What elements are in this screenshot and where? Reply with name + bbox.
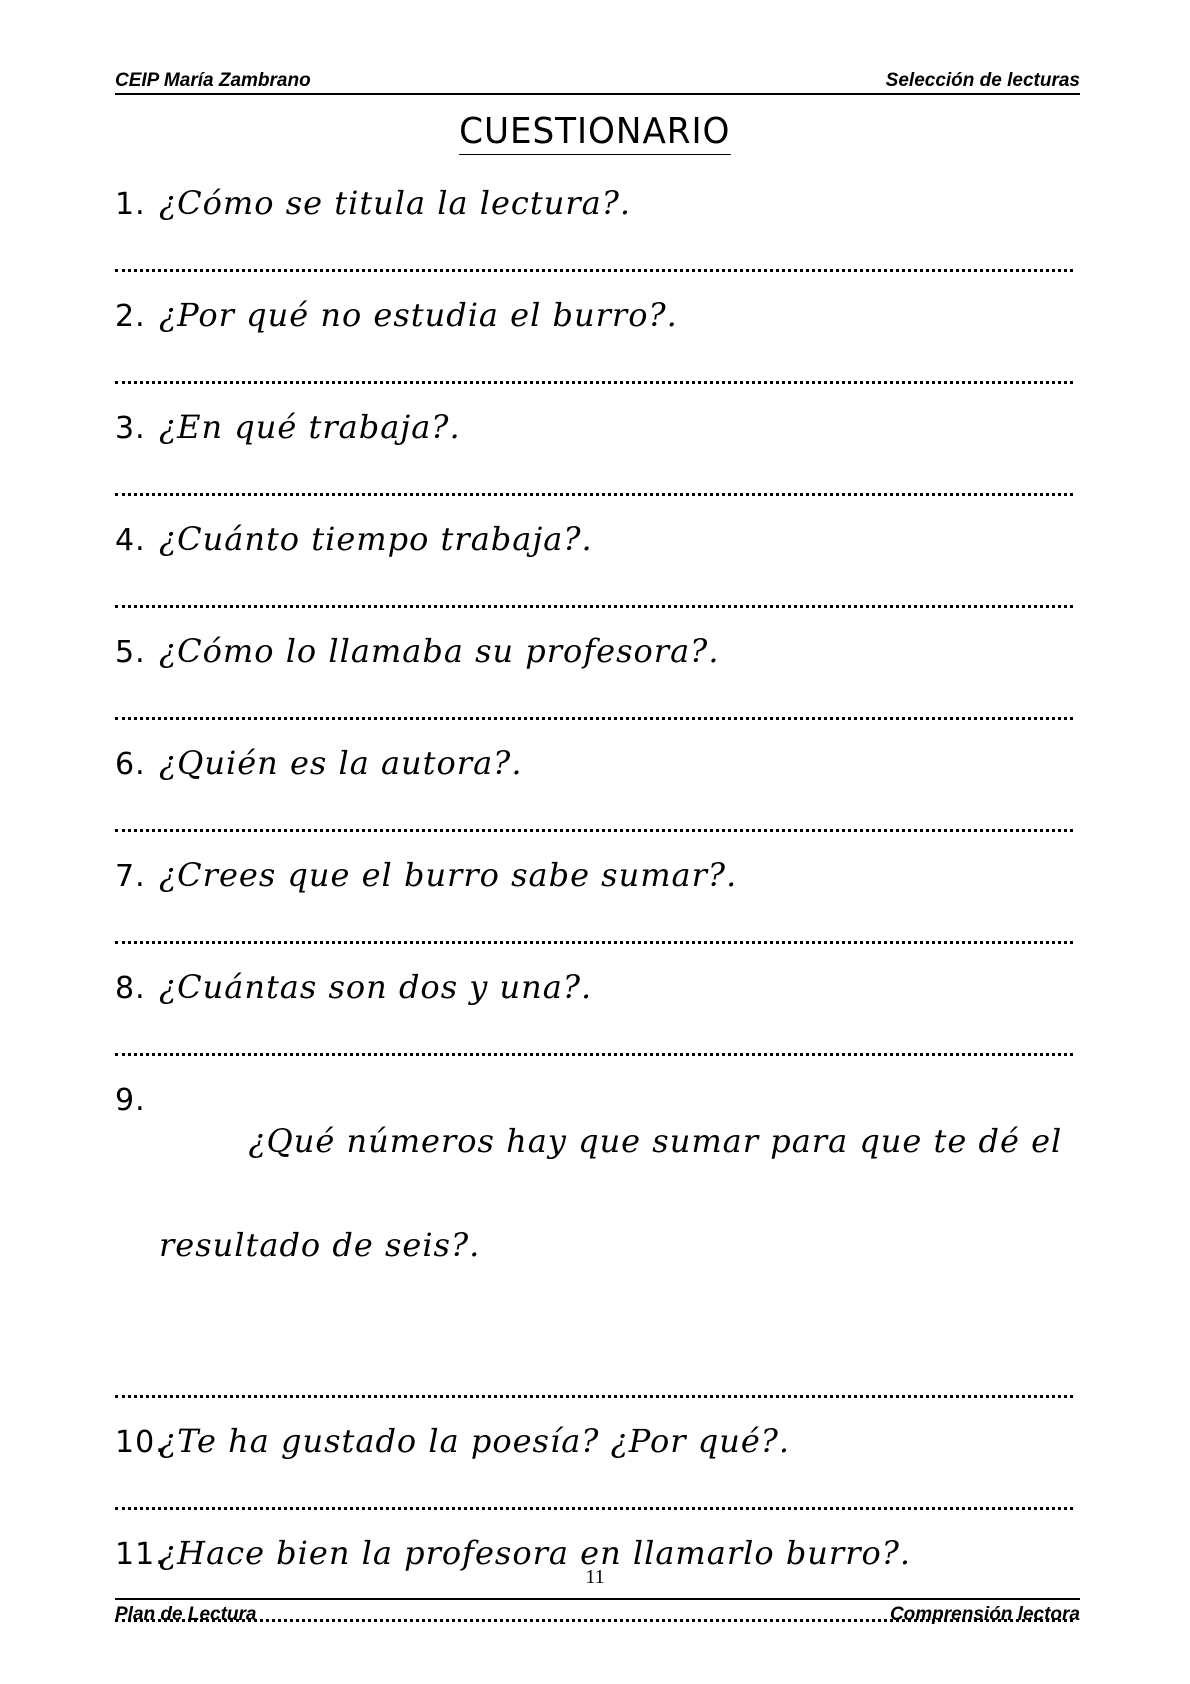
footer-plan-title: Plan de Lectura — [115, 1604, 257, 1625]
title-text: CUESTIONARIO — [459, 110, 730, 155]
question-number: 8. — [115, 971, 146, 1006]
page-header — [115, 70, 1080, 95]
question-text: ¿Cómo lo llamaba su profesora?. — [159, 632, 720, 670]
question-number: 5. — [115, 635, 146, 670]
question-text: ¿En qué trabaja?. — [159, 408, 461, 446]
question-5 — [115, 630, 1073, 720]
question-number: 11. — [115, 1537, 166, 1572]
question-1 — [115, 182, 1073, 272]
question-text: ¿Cómo se titula la lectura?. — [159, 184, 632, 222]
header-school-name: CEIP María Zambrano — [115, 70, 311, 91]
question-9 — [115, 1078, 1073, 1398]
answer-line[interactable] — [115, 381, 1073, 384]
question-text: ¿Crees que el burro sabe sumar?. — [159, 856, 738, 894]
question-2 — [115, 294, 1073, 384]
page-footer — [115, 1598, 1080, 1626]
answer-line[interactable] — [115, 269, 1073, 272]
question-text: ¿Hace bien la profesora en llamarlo burro?. — [159, 1534, 912, 1572]
question-number: 1. — [115, 187, 146, 222]
header-section-title: Selección de lecturas — [885, 70, 1080, 91]
question-text: ¿Por qué no estudia el burro?. — [159, 296, 678, 334]
question-3 — [115, 406, 1073, 496]
question-8 — [115, 966, 1073, 1056]
answer-line[interactable] — [115, 1053, 1073, 1056]
question-text: ¿Cuántas son dos y una?. — [159, 968, 593, 1006]
answer-line[interactable] — [115, 717, 1073, 720]
question-7 — [115, 854, 1073, 944]
question-list — [115, 182, 1073, 1644]
question-text: ¿Qué números hay que sumar para que te dé el — [248, 1122, 1063, 1160]
answer-line[interactable] — [115, 941, 1073, 944]
answer-line[interactable] — [115, 493, 1073, 496]
answer-line[interactable] — [115, 1395, 1073, 1398]
question-number: 4. — [115, 523, 146, 558]
question-text: ¿Quién es la autora?. — [159, 744, 523, 782]
question-4 — [115, 518, 1073, 608]
answer-line[interactable] — [115, 829, 1073, 832]
question-text: ¿Te ha gustado la poesía? ¿Por qué?. — [159, 1422, 791, 1460]
question-number: 3. — [115, 411, 146, 446]
question-10 — [115, 1420, 1073, 1510]
question-text: ¿Cuánto tiempo trabaja?. — [159, 520, 593, 558]
question-number: 10. — [115, 1425, 166, 1460]
question-number: 9. — [115, 1083, 146, 1118]
worksheet-title — [0, 110, 1190, 155]
question-number: 7. — [115, 859, 146, 894]
answer-line[interactable] — [115, 605, 1073, 608]
question-number: 2. — [115, 299, 146, 334]
footer-section-title: Comprensión lectora — [889, 1604, 1080, 1625]
page-number: 11 — [585, 1566, 605, 1588]
question-number: 6. — [115, 747, 146, 782]
question-6 — [115, 742, 1073, 832]
answer-line[interactable] — [115, 1507, 1073, 1510]
question-text-block — [159, 1078, 1073, 1350]
question-text-continuation: resultado de seis?. — [159, 1226, 481, 1264]
